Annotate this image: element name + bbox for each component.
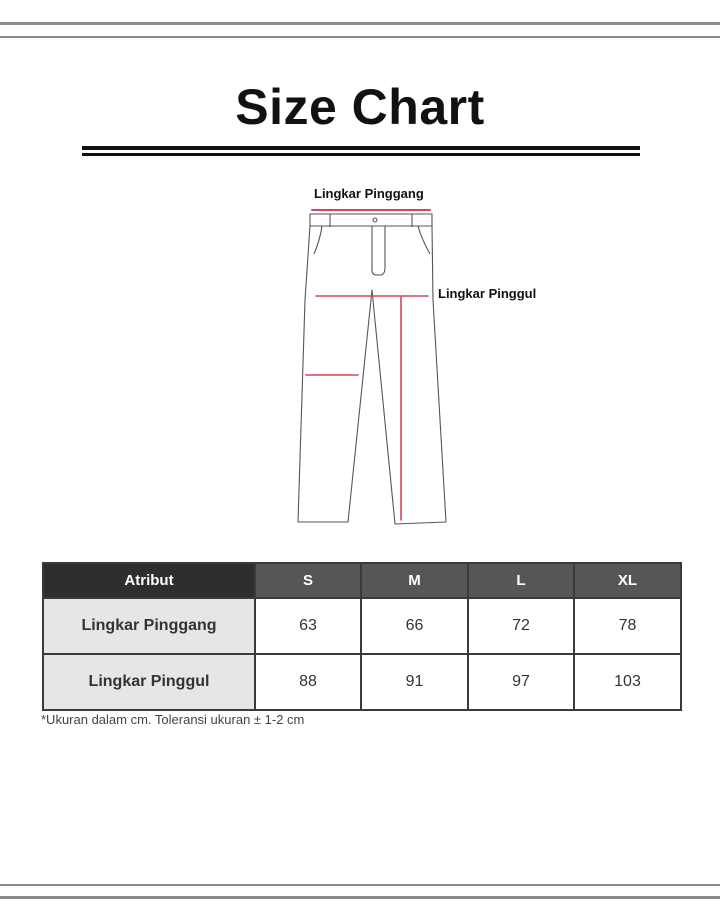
cell-hip-m: 91 [361, 654, 468, 710]
cell-hip-xl: 103 [574, 654, 681, 710]
top-border-line-inner [0, 36, 720, 38]
cell-hip-s: 88 [255, 654, 361, 710]
hip-label: Lingkar Pinggul [438, 286, 537, 301]
footnote: *Ukuran dalam cm. Toleransi ukuran ± 1-2 cm [41, 712, 305, 727]
pants-diagram [290, 182, 460, 532]
header-size-xl: XL [574, 563, 681, 598]
cell-hip-l: 97 [468, 654, 574, 710]
pocket-right [418, 226, 430, 254]
pants-waistband [310, 214, 432, 226]
title-underline-thin [82, 153, 640, 156]
header-attribute: Atribut [43, 563, 255, 598]
pocket-left [314, 226, 322, 254]
pants-button [373, 218, 377, 222]
bottom-border-line-inner [0, 884, 720, 886]
header-size-l: L [468, 563, 574, 598]
bottom-border-line [0, 896, 720, 899]
title-underline-thick [82, 146, 640, 150]
row-label-hip: Lingkar Pinggul [43, 654, 255, 710]
header-size-m: M [361, 563, 468, 598]
table-header-row [43, 563, 681, 598]
cell-waist-s: 63 [255, 598, 361, 654]
table-row [43, 598, 681, 654]
cell-waist-l: 72 [468, 598, 574, 654]
waist-label: Lingkar Pinggang [314, 186, 424, 201]
page-title: Size Chart [235, 79, 485, 135]
table-row [43, 654, 681, 710]
header-size-s: S [255, 563, 361, 598]
size-table [42, 562, 682, 711]
top-border-line [0, 22, 720, 25]
row-label-waist: Lingkar Pinggang [43, 598, 255, 654]
pants-fly [372, 226, 385, 275]
cell-waist-xl: 78 [574, 598, 681, 654]
cell-waist-m: 66 [361, 598, 468, 654]
